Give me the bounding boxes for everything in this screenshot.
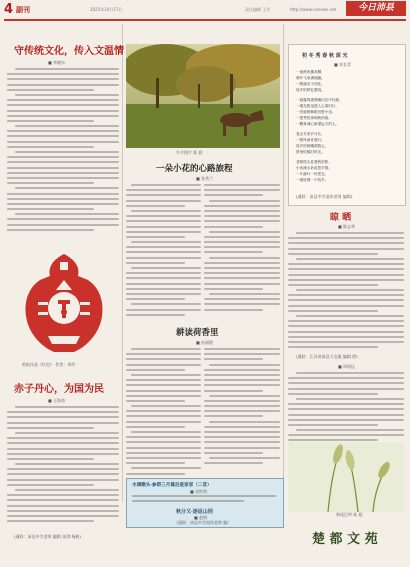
banner-sub-author: ■ 赵明	[194, 515, 208, 520]
banner-footer: （通联：沛县中学退休老师 编）	[174, 520, 232, 525]
foxtail-grass-photo	[288, 442, 404, 512]
poem-line: 一缕光影浸透人心扉旧行，	[296, 104, 340, 108]
poem-line: 黄叶飞来满庭幽。	[296, 76, 325, 80]
footer-brand: 楚 都 文 苑	[312, 532, 378, 547]
page-number: 4	[4, 2, 14, 17]
article2-author: ■ 王海涛	[48, 398, 66, 403]
article1-title: 守传统文化，传入文温情	[14, 46, 124, 57]
article2-body	[7, 406, 119, 532]
article3-body-col1	[126, 184, 201, 322]
article3-author: ■ 张秀兰	[196, 176, 214, 181]
poem-line: 一路落花不知处，	[296, 82, 325, 86]
article6-body	[288, 372, 404, 442]
poem-line: 一缕炊烟一个故乡。	[296, 178, 329, 182]
article4-body-col2	[204, 348, 280, 476]
foxtail-caption: 狗尾巴草 陈 超	[336, 512, 363, 517]
article1-author: ■ 李晓东	[48, 60, 66, 65]
article2-title: 赤子丹心，为国为民	[14, 384, 104, 395]
poem-line: 一夜秋风拂高柳，	[296, 70, 325, 74]
poem-author: ■ 刘长青	[334, 62, 352, 67]
poem-line: 老树枝头挂着秋的影，	[296, 160, 332, 164]
poem-line: 一滴露珠透晨曦闪光中闪烁，	[296, 98, 343, 102]
papercut-caption: 剪纸作品《红色》 作者：李玲	[22, 362, 76, 367]
header-rule	[4, 19, 406, 21]
article5-title: 晾 晒	[330, 213, 352, 223]
poem-line: 一路风雨伴我行。	[296, 138, 325, 142]
poem-line: 一颗真诚心盼望远方的人。	[296, 122, 340, 126]
article6-author: ■ 周明远	[338, 364, 356, 369]
section-name: 副刊	[16, 5, 30, 14]
banner-title: 水调歌头·参祭三月诞后是家家（二首）	[132, 483, 212, 488]
article4-body-col1	[126, 348, 201, 476]
newspaper-logo: 今日沛县	[346, 1, 406, 16]
banner-subtitle: 秋分又·逐返山别	[176, 509, 213, 515]
column-divider	[122, 24, 123, 502]
article1-body	[7, 68, 119, 246]
poem-line: 小河流水诉说思乡情。	[296, 166, 332, 170]
issue-date: 2025年10月17日	[90, 7, 123, 12]
poem-line: 一首旋律飘散田野小径。	[296, 110, 336, 114]
banner-body	[132, 495, 276, 507]
cattle-field-photo	[126, 44, 280, 148]
article4-author: ■ 孙丽霞	[196, 340, 214, 345]
poem-line: 一把琴弦弹响秋的韵，	[296, 116, 332, 120]
poem-title: 初 冬 秀 春 秋 深 光	[302, 53, 348, 59]
article2-footer: (通联：沛县中学老师 编辑 张琪 杨帆)	[14, 534, 81, 539]
banner-author: ■ 刘世明	[190, 489, 208, 494]
photo-caption: 牛羊图片 陈 晨	[176, 150, 203, 155]
poem-line: 故乡的晨曦照我心，	[296, 144, 329, 148]
article3-body-col2	[204, 184, 280, 322]
website-url: http://www.nxnews.net	[290, 7, 337, 12]
poem-line: 一片落叶一份思念，	[296, 172, 329, 176]
poem-footer: (通联：沛县中学退休老师 编辑)	[296, 194, 353, 199]
poem-line: 梦里依稀旧时光。	[296, 150, 325, 154]
article5-body	[288, 232, 404, 352]
editor-credit: 责任编辑 王芳	[245, 7, 271, 12]
poem-line: 故乡的梦忆萦绕。	[296, 88, 325, 92]
papercut-artwork	[18, 250, 110, 360]
column-divider	[283, 24, 284, 502]
article5-author: ■ 陈志华	[338, 224, 356, 229]
article3-title: 一朵小花的心路旅程	[156, 164, 233, 174]
article5-footer: (通联：江苏省沛县大屯镇 编辑 徐)	[296, 354, 358, 359]
poem-line: 春去冬来岁月长，	[296, 132, 325, 136]
article4-title: 耕读荷香里	[176, 328, 219, 338]
